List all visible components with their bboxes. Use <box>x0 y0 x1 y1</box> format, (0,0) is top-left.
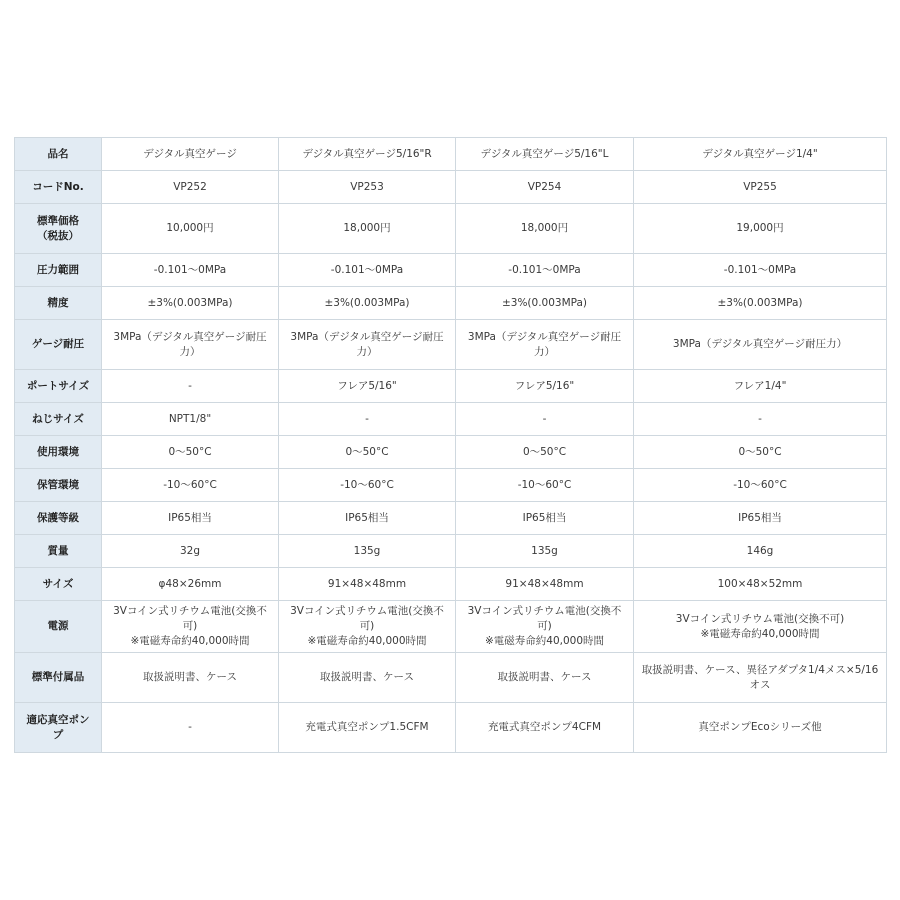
spec-cell-text: 取扱説明書、ケース <box>143 671 237 683</box>
spec-cell-operating-environment-4 <box>634 436 887 469</box>
row-label-text: 品名 <box>47 147 69 160</box>
spec-cell-standard-accessories-1 <box>102 653 279 703</box>
spec-cell-protection-rating-4 <box>634 502 887 535</box>
spec-cell-text: -10～60°C <box>517 478 572 491</box>
spec-cell-compatible-vacuum-pump-4 <box>634 703 887 753</box>
spec-cell-port-size-4 <box>634 370 887 403</box>
spec-cell-text: -0.101～0MPa <box>330 263 404 276</box>
row-label <box>15 254 102 287</box>
spec-row-pressure-range <box>15 254 887 287</box>
spec-cell-text: 0～50°C <box>522 445 567 458</box>
spec-cell-product-name-3 <box>456 138 634 171</box>
spec-cell-product-name-2 <box>279 138 456 171</box>
spec-row-compatible-vacuum-pump <box>15 703 887 753</box>
spec-cell-text: -10～60°C <box>733 478 787 491</box>
spec-cell-protection-rating-1 <box>102 502 279 535</box>
spec-cell-thread-size-3 <box>456 403 634 436</box>
spec-cell-text: IP65相当 <box>168 511 212 524</box>
spec-cell-text: VP253 <box>350 180 384 193</box>
spec-cell-size-3 <box>456 568 634 601</box>
spec-cell-code-no-1 <box>102 171 279 204</box>
spec-cell-storage-environment-3 <box>456 469 634 502</box>
row-label-text: ゲージ耐圧 <box>31 338 85 350</box>
spec-cell-text: 18,000円 <box>520 222 569 234</box>
row-label-text: 質量 <box>47 544 69 557</box>
spec-cell-code-no-4 <box>634 171 887 204</box>
spec-cell-pressure-range-3 <box>456 254 634 287</box>
spec-cell-text: VP252 <box>173 180 207 193</box>
row-label <box>15 469 102 502</box>
spec-cell-text: 充電式真空ポンプ1.5CFM <box>305 721 429 733</box>
spec-cell-text: -10～60°C <box>340 478 394 491</box>
spec-cell-text: 3MPa（デジタル真空ゲージ耐圧 力） <box>290 330 444 358</box>
spec-cell-code-no-2 <box>279 171 456 204</box>
spec-cell-gauge-withstand-pressure-1 <box>102 320 279 370</box>
spec-cell-operating-environment-3 <box>456 436 634 469</box>
spec-cell-power-source-4 <box>634 601 887 653</box>
spec-cell-text: 取扱説明書、ケース <box>497 671 592 683</box>
spec-cell-text: VP254 <box>527 180 562 193</box>
spec-row-code-no <box>15 171 887 204</box>
spec-cell-text: フレア5/16" <box>337 379 397 392</box>
spec-row-size <box>15 568 887 601</box>
spec-cell-text: ±3%(0.003MPa) <box>717 296 803 309</box>
row-label <box>15 502 102 535</box>
spec-cell-text: IP65相当 <box>345 511 389 524</box>
row-label <box>15 287 102 320</box>
spec-cell-text: 100×48×52mm <box>717 577 803 590</box>
spec-cell-standard-accessories-4 <box>634 653 887 703</box>
row-label <box>15 568 102 601</box>
spec-cell-text: ±3%(0.003MPa) <box>147 296 233 309</box>
spec-cell-text: 3Vコイン式リチウム電池(交換不 可) ※電磁寿命約40,000時間 <box>290 605 444 647</box>
spec-cell-compatible-vacuum-pump-2 <box>279 703 456 753</box>
spec-cell-pressure-range-2 <box>279 254 456 287</box>
spec-cell-accuracy-1 <box>102 287 279 320</box>
spec-cell-weight-4 <box>634 535 887 568</box>
spec-cell-text: φ48×26mm <box>158 577 222 590</box>
spec-cell-text: 取扱説明書、ケース <box>320 671 414 683</box>
spec-cell-code-no-3 <box>456 171 634 204</box>
spec-cell-standard-accessories-3 <box>456 653 634 703</box>
spec-cell-text: ±3%(0.003MPa) <box>324 296 410 309</box>
spec-row-standard-accessories <box>15 653 887 703</box>
spec-row-product-name <box>15 138 887 171</box>
row-label <box>15 138 102 171</box>
row-label <box>15 320 102 370</box>
spec-row-power-source <box>15 601 887 653</box>
spec-cell-storage-environment-4 <box>634 469 887 502</box>
spec-cell-power-source-2 <box>279 601 456 653</box>
spec-cell-text: 真空ポンプEcoシリーズ他 <box>698 721 822 733</box>
spec-cell-standard-accessories-2 <box>279 653 456 703</box>
spec-cell-text: 91×48×48mm <box>505 577 584 590</box>
spec-cell-text: 32g <box>179 544 201 557</box>
row-label <box>15 601 102 653</box>
row-label-text: 圧力範囲 <box>37 263 79 276</box>
spec-row-protection-rating <box>15 502 887 535</box>
spec-table-body <box>15 138 887 753</box>
spec-cell-text: 3Vコイン式リチウム電池(交換不可) ※電磁寿命約40,000時間 <box>675 612 845 640</box>
spec-cell-text: デジタル真空ゲージ <box>143 147 237 160</box>
spec-cell-text: 18,000円 <box>343 222 391 234</box>
spec-cell-text: -10～60°C <box>163 478 217 491</box>
spec-cell-text: - <box>758 412 762 425</box>
spec-cell-product-name-4 <box>634 138 887 171</box>
spec-cell-text: 10,000円 <box>166 222 214 234</box>
spec-cell-weight-2 <box>279 535 456 568</box>
spec-cell-text: 135g <box>531 544 558 557</box>
spec-cell-size-4 <box>634 568 887 601</box>
row-label-text: 標準価格 （税抜） <box>37 214 79 242</box>
spec-cell-power-source-1 <box>102 601 279 653</box>
spec-cell-text: デジタル真空ゲージ5/16"R <box>302 147 432 160</box>
spec-cell-text: IP65相当 <box>522 511 567 524</box>
spec-cell-text: ±3%(0.003MPa) <box>501 296 588 309</box>
spec-cell-text: 0～50°C <box>168 445 212 458</box>
spec-cell-text: 3MPa（デジタル真空ゲージ耐圧力） <box>672 338 848 350</box>
row-label-text: 保管環境 <box>37 478 79 491</box>
spec-cell-port-size-2 <box>279 370 456 403</box>
spec-cell-protection-rating-3 <box>456 502 634 535</box>
spec-cell-text: デジタル真空ゲージ1/4" <box>702 147 818 160</box>
spec-row-operating-environment <box>15 436 887 469</box>
spec-cell-text: VP255 <box>743 180 777 193</box>
spec-cell-text: 19,000円 <box>736 222 784 234</box>
spec-cell-standard-price-1 <box>102 204 279 254</box>
spec-cell-storage-environment-2 <box>279 469 456 502</box>
spec-cell-gauge-withstand-pressure-3 <box>456 320 634 370</box>
spec-cell-text: 3MPa（デジタル真空ゲージ耐圧 力） <box>467 330 622 358</box>
spec-cell-text: IP65相当 <box>738 511 782 524</box>
spec-cell-text: 3Vコイン式リチウム電池(交換不 可) ※電磁寿命約40,000時間 <box>113 605 267 647</box>
row-label <box>15 171 102 204</box>
spec-cell-gauge-withstand-pressure-4 <box>634 320 887 370</box>
spec-cell-standard-price-3 <box>456 204 634 254</box>
spec-cell-storage-environment-1 <box>102 469 279 502</box>
spec-cell-product-name-1 <box>102 138 279 171</box>
spec-cell-text: 3Vコイン式リチウム電池(交換不 可) ※電磁寿命約40,000時間 <box>467 605 622 647</box>
spec-cell-operating-environment-2 <box>279 436 456 469</box>
row-label-text: 適応真空ポン プ <box>26 713 90 741</box>
spec-cell-text: -0.101～0MPa <box>508 263 581 276</box>
row-label <box>15 703 102 753</box>
spec-cell-text: フレア5/16" <box>514 379 575 392</box>
row-label-text: 電源 <box>47 620 69 632</box>
spec-cell-weight-1 <box>102 535 279 568</box>
spec-cell-text: 135g <box>353 544 381 557</box>
row-label-text: 使用環境 <box>37 445 79 458</box>
spec-cell-text: -0.101～0MPa <box>723 263 797 276</box>
spec-row-port-size <box>15 370 887 403</box>
spec-row-gauge-withstand-pressure <box>15 320 887 370</box>
spec-cell-text: 充電式真空ポンプ4CFM <box>487 721 602 733</box>
spec-cell-text: 0～50°C <box>345 445 389 458</box>
spec-cell-text: 91×48×48mm <box>327 577 407 590</box>
spec-cell-standard-price-2 <box>279 204 456 254</box>
spec-cell-thread-size-4 <box>634 403 887 436</box>
row-label <box>15 204 102 254</box>
spec-cell-compatible-vacuum-pump-1 <box>102 703 279 753</box>
spec-row-thread-size <box>15 403 887 436</box>
spec-cell-text: - <box>188 379 192 392</box>
spec-cell-text: - <box>365 412 369 425</box>
row-label-text: 精度 <box>47 296 69 309</box>
row-label <box>15 370 102 403</box>
spec-cell-text: フレア1/4" <box>733 379 787 392</box>
spec-row-accuracy <box>15 287 887 320</box>
spec-cell-text: - <box>542 412 547 425</box>
row-label <box>15 535 102 568</box>
row-label-text: ねじサイズ <box>32 412 84 425</box>
spec-cell-weight-3 <box>456 535 634 568</box>
row-label-text: コードNo. <box>32 180 84 193</box>
spec-cell-size-2 <box>279 568 456 601</box>
row-label <box>15 403 102 436</box>
spec-cell-port-size-3 <box>456 370 634 403</box>
spec-cell-text: - <box>188 721 192 733</box>
spec-cell-thread-size-1 <box>102 403 279 436</box>
spec-cell-text: 取扱説明書、ケース、異径アダプタ1/4メス×5/16 オス <box>641 663 879 691</box>
spec-cell-accuracy-2 <box>279 287 456 320</box>
spec-cell-accuracy-3 <box>456 287 634 320</box>
spec-cell-text: 0～50°C <box>738 445 782 458</box>
spec-cell-text: 146g <box>746 544 774 557</box>
spec-cell-power-source-3 <box>456 601 634 653</box>
spec-cell-accuracy-4 <box>634 287 887 320</box>
spec-cell-standard-price-4 <box>634 204 887 254</box>
row-label-text: 保護等級 <box>37 511 79 524</box>
spec-cell-size-1 <box>102 568 279 601</box>
spec-cell-gauge-withstand-pressure-2 <box>279 320 456 370</box>
spec-table <box>14 137 887 753</box>
spec-cell-text: NPT1/8" <box>168 412 212 425</box>
spec-row-standard-price <box>15 204 887 254</box>
spec-cell-thread-size-2 <box>279 403 456 436</box>
spec-cell-operating-environment-1 <box>102 436 279 469</box>
spec-row-storage-environment <box>15 469 887 502</box>
row-label-text: 標準付属品 <box>31 671 85 683</box>
row-label-text: ポートサイズ <box>26 379 90 392</box>
spec-cell-port-size-1 <box>102 370 279 403</box>
spec-cell-protection-rating-2 <box>279 502 456 535</box>
spec-cell-pressure-range-4 <box>634 254 887 287</box>
row-label <box>15 436 102 469</box>
spec-cell-text: -0.101～0MPa <box>153 263 227 276</box>
row-label <box>15 653 102 703</box>
spec-cell-compatible-vacuum-pump-3 <box>456 703 634 753</box>
spec-cell-text: デジタル真空ゲージ5/16"L <box>480 147 609 160</box>
row-label-text: サイズ <box>42 577 74 590</box>
spec-cell-pressure-range-1 <box>102 254 279 287</box>
spec-cell-text: 3MPa（デジタル真空ゲージ耐圧 力） <box>113 330 267 358</box>
spec-row-weight <box>15 535 887 568</box>
